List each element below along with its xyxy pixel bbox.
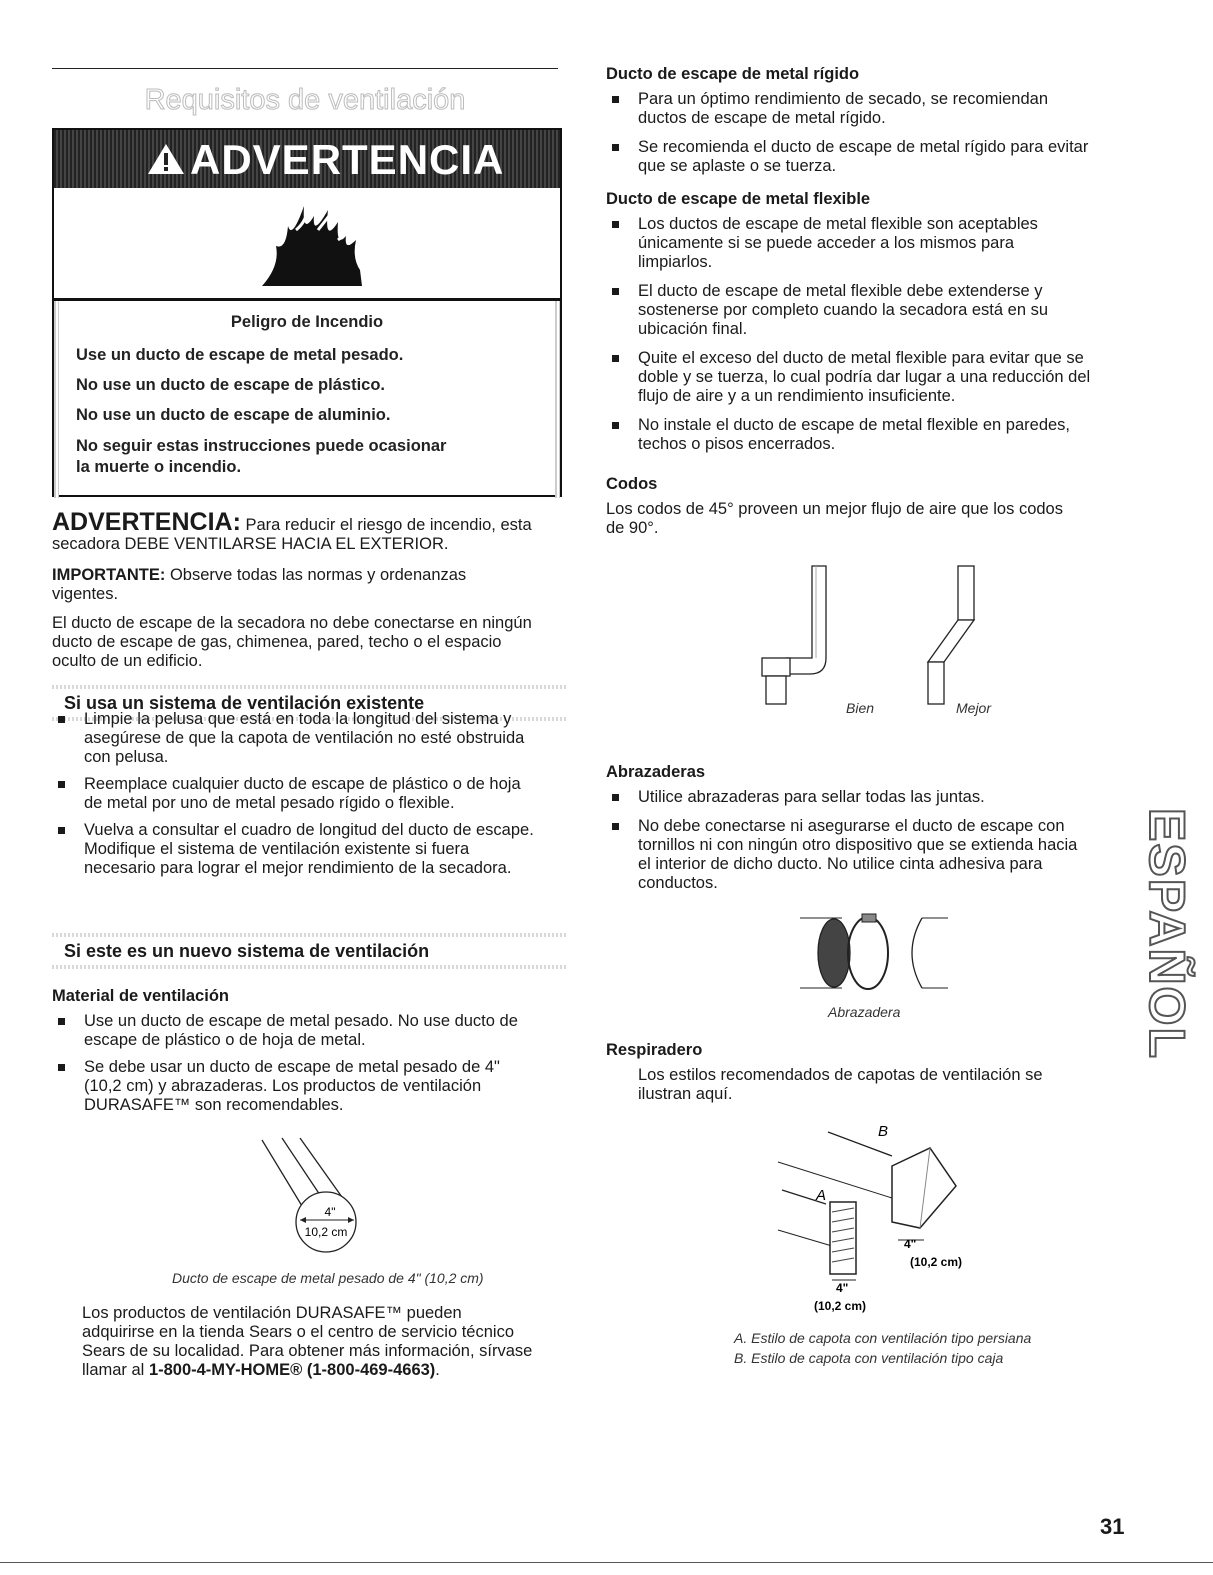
- duct-label-in: 4": [324, 1205, 336, 1219]
- bullet-line: Los ductos de escape de metal flexible son aceptables: [638, 215, 1038, 233]
- duct-opening: [912, 918, 922, 988]
- note-line-2: ducto de escape de gas, chimenea, pared, techo o el espacio: [52, 633, 502, 651]
- pipe-line: [778, 1230, 832, 1246]
- bullet-line: ductos de escape de metal rígido.: [638, 109, 886, 127]
- codos-heading: Codos: [606, 475, 658, 493]
- bullet-line: (10,2 cm) y abrazaderas. Los productos de ventilación: [84, 1077, 482, 1095]
- bullet-line: DURASAFE™ son recomendables.: [84, 1096, 344, 1114]
- bullet-line: conductos.: [638, 874, 718, 892]
- clamp-screw: [862, 914, 876, 922]
- elbow-45-mid: [928, 620, 974, 662]
- respiradero-text-2: ilustran aquí.: [638, 1085, 733, 1103]
- bullet-line: limpiarlos.: [638, 253, 713, 271]
- duct-label-cm: 10,2 cm: [304, 1225, 348, 1239]
- bullet-line: Reemplace cualquier ducto de escape de plástico o de hoja: [84, 775, 521, 793]
- elbow-90-pipe: [766, 676, 786, 704]
- importante-text-2: vigentes.: [52, 585, 119, 603]
- durasafe-paragraph: [82, 1304, 582, 1380]
- box-hood: [892, 1148, 956, 1228]
- respiradero-text-1: Los estilos recomendados de capotas de ventilación se: [638, 1066, 1043, 1084]
- phone-number: 1-800-4-MY-HOME® (1-800-469-4663): [148, 1361, 436, 1379]
- duct-line: [262, 1140, 302, 1206]
- list-item: [606, 215, 1126, 272]
- section-existing-title: Si usa un sistema de ventilación existente: [64, 693, 425, 713]
- clamp-diagram: [792, 910, 952, 994]
- warning-line-2: No use un ducto de escape de plástico.: [76, 376, 385, 394]
- bullet-line: Vuelva a consultar el cuadro de longitud del ducto de escape.: [84, 821, 534, 839]
- bullet-line: techos o pisos encerrados.: [638, 435, 836, 453]
- box-dim-cm: (10,2 cm): [910, 1255, 963, 1269]
- durasafe-line-2: adquirirse en la tienda Sears o el centro de servicio técnico: [82, 1323, 514, 1341]
- elbow-90-end: [762, 658, 790, 676]
- material-bullets: [52, 1012, 572, 1115]
- abrazaderas-bullets: [606, 788, 1126, 893]
- page-number: 31: [1100, 1514, 1125, 1539]
- call-suffix: .: [435, 1361, 440, 1379]
- elbow-45-diagram: [916, 562, 996, 712]
- bullet-line: El ducto de escape de metal flexible debe extenderse y: [638, 282, 1043, 300]
- rigid-heading: Ducto de escape de metal rígido: [606, 65, 860, 83]
- durasafe-line-1: Los productos de ventilación DURASAFE™ pueden: [82, 1304, 462, 1322]
- bullet-line: Se debe usar un ducto de escape de metal pesado de 4": [84, 1058, 500, 1076]
- bullet-line: Se recomienda el ducto de escape de metal rígido para evitar: [638, 138, 1089, 156]
- respiradero-heading: Respiradero: [606, 1041, 703, 1059]
- material-heading: Material de ventilación: [52, 987, 229, 1005]
- list-item: [606, 138, 1126, 176]
- duct-caption: Ducto de escape de metal pesado de 4" (10,2 cm): [172, 1270, 484, 1286]
- list-item: [606, 282, 1126, 339]
- section-new-title: Si este es un nuevo sistema de ventilación: [64, 941, 430, 961]
- importante-text-1: Observe todas las normas y ordenanzas: [165, 566, 467, 584]
- bullet-line: No instale el ducto de escape de metal flexible en paredes,: [638, 416, 1071, 434]
- vent-label-b: B: [878, 1123, 889, 1140]
- title-rule: [52, 68, 558, 69]
- importante-paragraph: [52, 566, 572, 604]
- codos-text-1: Los codos de 45° proveen un mejor flujo de aire que los codos: [606, 500, 1063, 518]
- note-line-1: El ducto de escape de la secadora no debe conectarse en ningún: [52, 614, 532, 632]
- warning-line-3: No use un ducto de escape de aluminio.: [76, 406, 391, 424]
- note-paragraph: [52, 614, 572, 671]
- advertencia-paragraph: [52, 508, 572, 554]
- language-side-tab: [1140, 808, 1200, 1058]
- warning-line-4a: No seguir estas instrucciones puede ocasionar: [76, 437, 447, 455]
- list-item: [52, 1012, 572, 1050]
- list-item: [606, 90, 1126, 128]
- flexible-bullets: [606, 215, 1126, 454]
- existing-bullets: [52, 710, 572, 878]
- abrazaderas-heading: Abrazaderas: [606, 763, 706, 781]
- bullet-line: Para un óptimo rendimiento de secado, se recomiendan: [638, 90, 1048, 108]
- call-prefix: llamar al: [82, 1361, 149, 1379]
- box-dim-in: 4": [904, 1237, 917, 1251]
- caption-bien: Bien: [846, 700, 875, 716]
- warning-triangle-icon: [146, 142, 186, 176]
- elbow-90-shape: [786, 566, 826, 674]
- caption-abrazadera: Abrazadera: [828, 1004, 901, 1020]
- louver-dim-cm: (10,2 cm): [814, 1299, 867, 1313]
- list-item: [52, 775, 572, 813]
- pipe-line: [778, 1162, 892, 1198]
- bullet-line: Limpie la pelusa que está en toda la longitud del sistema y: [84, 710, 512, 728]
- bullet-line: flujo de aire y a un rendimiento insuficiente.: [638, 387, 956, 405]
- caption-mejor: Mejor: [956, 700, 992, 716]
- bullet-line: tornillos ni con ningún otro dispositivo que se extienda hacia: [638, 836, 1078, 854]
- codos-paragraph: [606, 500, 1126, 538]
- caption-vent-a: A. Estilo de capota con ventilación tipo persiana: [734, 1330, 1032, 1346]
- list-item: [606, 416, 1126, 454]
- list-item: [606, 788, 1126, 807]
- flexible-heading: Ducto de escape de metal flexible: [606, 190, 871, 208]
- bullet-line: escape de plástico o de hoja de metal.: [84, 1031, 366, 1049]
- respiradero-paragraph: [638, 1066, 1128, 1104]
- warning-header-text: ADVERTENCIA: [190, 136, 505, 183]
- hazard-title: Peligro de Incendio: [230, 313, 384, 331]
- rigid-bullets: [606, 90, 1126, 176]
- bullet-line: con pelusa.: [84, 748, 169, 766]
- elbow-45-top: [958, 566, 974, 620]
- list-item: [606, 349, 1126, 406]
- bullet-line: Utilice abrazaderas para sellar todas las juntas.: [638, 788, 985, 806]
- bullet-line: Quite el exceso del ducto de metal flexible para evitar que se: [638, 349, 1084, 367]
- elbow-90-diagram: [756, 562, 846, 712]
- bullet-line: que se aplaste o se tuerza.: [638, 157, 837, 175]
- bullet-line: No debe conectarse ni asegurarse el ducto de escape con: [638, 817, 1065, 835]
- bullet-line: Use un ducto de escape de metal pesado. No use ducto de: [84, 1012, 518, 1030]
- importante-label: IMPORTANTE:: [52, 566, 166, 584]
- vent-hood-diagram: [774, 1118, 964, 1318]
- caption-vent-b: B. Estilo de capota con ventilación tipo caja: [734, 1350, 1004, 1366]
- bullet-line: sostenerse por completo cuando la secadora está en su: [638, 301, 1049, 319]
- list-item: [606, 817, 1126, 893]
- warning-header: [54, 130, 560, 188]
- bullet-line: únicamente si se puede acceder a los mismos para: [638, 234, 1015, 252]
- bullet-line: asegúrese de que la capota de ventilación no esté obstruida: [84, 729, 525, 747]
- warning-box: [52, 128, 562, 497]
- duct-end: [818, 919, 850, 987]
- advertencia-label: ADVERTENCIA:: [52, 508, 241, 536]
- bullet-line: doble y se tuerza, lo cual podría dar lugar a una reducción del: [638, 368, 1091, 386]
- louver-dim-in: 4": [836, 1281, 849, 1295]
- duct-diagram: [242, 1136, 372, 1256]
- durasafe-line-3: Sears de su localidad. Para obtener más información, sírvase: [82, 1342, 533, 1360]
- bullet-line: ubicación final.: [638, 320, 748, 338]
- advertencia-text-2: secadora DEBE VENTILARSE HACIA EL EXTERIOR.: [52, 535, 449, 553]
- warning-line-1: Use un ducto de escape de metal pesado.: [76, 346, 404, 364]
- bullet-line: necesario para lograr el mejor rendimiento de la secadora.: [84, 859, 512, 877]
- vent-label-a: A: [816, 1187, 827, 1204]
- advertencia-text-1: Para reducir el riesgo de incendio, esta: [240, 516, 532, 534]
- bullet-line: de metal por uno de metal pesado rígido o flexible.: [84, 794, 455, 812]
- list-item: [52, 821, 572, 878]
- note-line-3: oculto de un edificio.: [52, 652, 203, 670]
- page-title: Requisitos de ventilación: [144, 84, 466, 116]
- bullet-line: Modifique el sistema de ventilación existente si fuera: [84, 840, 470, 858]
- bullet-line: el interior de dicho ducto. No utilice cinta adhesiva para: [638, 855, 1043, 873]
- warning-body: [54, 298, 560, 498]
- elbow-45-bottom: [928, 662, 944, 704]
- warning-line-4b: la muerte o incendio.: [76, 458, 242, 476]
- section-new-header: [52, 933, 568, 969]
- fire-icon: [252, 200, 372, 288]
- footer-rule: [0, 1562, 1213, 1563]
- codos-text-2: de 90°.: [606, 519, 659, 537]
- list-item: [52, 710, 572, 767]
- side-tab-text: ESPAÑOL: [1139, 808, 1195, 1060]
- clamp-ring: [848, 917, 888, 989]
- list-item: [52, 1058, 572, 1115]
